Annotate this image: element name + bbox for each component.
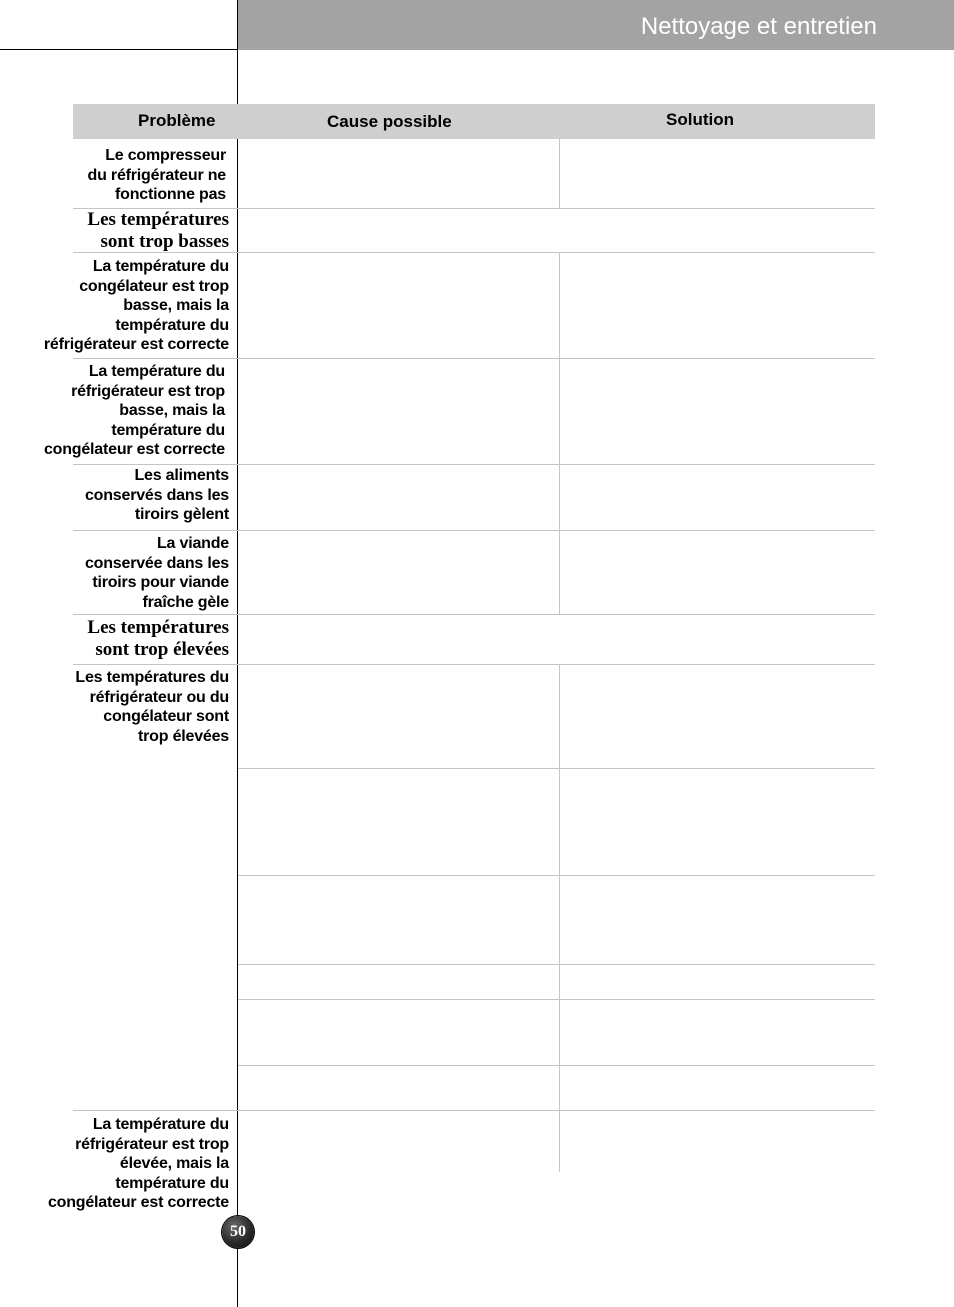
- problem-line: trop élevées: [138, 727, 229, 745]
- problem-line: fraîche gèle: [142, 593, 229, 611]
- row-separator: [73, 664, 875, 665]
- problem-line: tiroirs pour viande: [92, 574, 229, 591]
- problem-line: réfrigérateur est trop: [75, 1135, 229, 1153]
- row-separator: [73, 252, 875, 253]
- row-separator: [238, 1065, 875, 1066]
- problem-temperatures-too-high: [75, 668, 229, 746]
- problem-meat-freezes: [85, 534, 229, 612]
- header-bar: [238, 0, 954, 50]
- problem-line: congélateur sont: [103, 708, 229, 725]
- problem-line: température du: [115, 316, 229, 334]
- section-line: sont trop basses: [100, 230, 229, 252]
- problem-line: tiroirs gèlent: [134, 506, 229, 523]
- section-line: Les températures: [87, 617, 229, 638]
- column-header-solution: Solution: [666, 110, 734, 129]
- problem-line: congélateur est trop: [79, 277, 229, 295]
- section-heading-low-temperatures: [87, 209, 229, 252]
- problem-line: La viande: [156, 535, 229, 552]
- header-rule: [0, 49, 238, 50]
- column-divider: [559, 252, 560, 614]
- problem-line: élevée, mais la: [119, 1155, 229, 1172]
- problem-line: conservés dans les: [84, 486, 229, 504]
- problem-drawer-food-freezes: [85, 466, 229, 525]
- column-header-cause: Cause possible: [327, 112, 452, 131]
- table-header: [73, 104, 875, 139]
- problem-fridge-too-warm: [48, 1115, 229, 1213]
- problem-line: température du: [111, 421, 225, 439]
- row-separator: [73, 530, 875, 531]
- problem-line: congélateur est correcte: [47, 1194, 229, 1211]
- problem-line: réfrigérateur est trop: [71, 382, 225, 400]
- problem-line: basse, mais la: [123, 297, 229, 314]
- problem-freezer-too-cold: [44, 257, 229, 355]
- problem-line: Les aliments: [134, 467, 229, 484]
- row-separator: [73, 1110, 875, 1111]
- problem-line: réfrigérateur ou du: [89, 688, 229, 706]
- section-heading-high-temperatures: [87, 617, 229, 660]
- problem-line: Le compresseur: [105, 147, 226, 164]
- row-separator: [73, 614, 875, 615]
- problem-line: réfrigérateur est correcte: [43, 336, 229, 353]
- page-title: Nettoyage et entretien: [640, 13, 877, 40]
- row-separator: [73, 464, 875, 465]
- problem-line: conservée dans les: [84, 554, 229, 572]
- column-divider: [559, 664, 560, 1172]
- page-number-badge: 50: [222, 1216, 254, 1248]
- row-separator: [73, 208, 875, 209]
- row-separator: [238, 768, 875, 769]
- problem-line: fonctionne pas: [115, 186, 226, 203]
- problem-fridge-too-cold: [44, 362, 225, 460]
- row-separator: [238, 999, 875, 1000]
- problem-line: congélateur est correcte: [43, 441, 225, 458]
- problem-line: La température du: [88, 363, 225, 380]
- section-line: sont trop élevées: [95, 638, 229, 660]
- problem-line: La température du: [92, 258, 229, 275]
- problem-line: La température du: [92, 1116, 229, 1133]
- problem-line: du réfrigérateur ne: [87, 166, 226, 184]
- problem-line: température du: [115, 1174, 229, 1192]
- column-divider: [559, 139, 560, 208]
- problem-line: basse, mais la: [119, 402, 225, 419]
- column-header-problem: Problème: [138, 111, 216, 130]
- section-line: Les températures: [87, 209, 229, 230]
- row-separator: [238, 875, 875, 876]
- problem-compressor: [88, 146, 226, 205]
- row-separator: [238, 964, 875, 965]
- problem-line: Les températures du: [75, 669, 229, 686]
- row-separator: [73, 358, 875, 359]
